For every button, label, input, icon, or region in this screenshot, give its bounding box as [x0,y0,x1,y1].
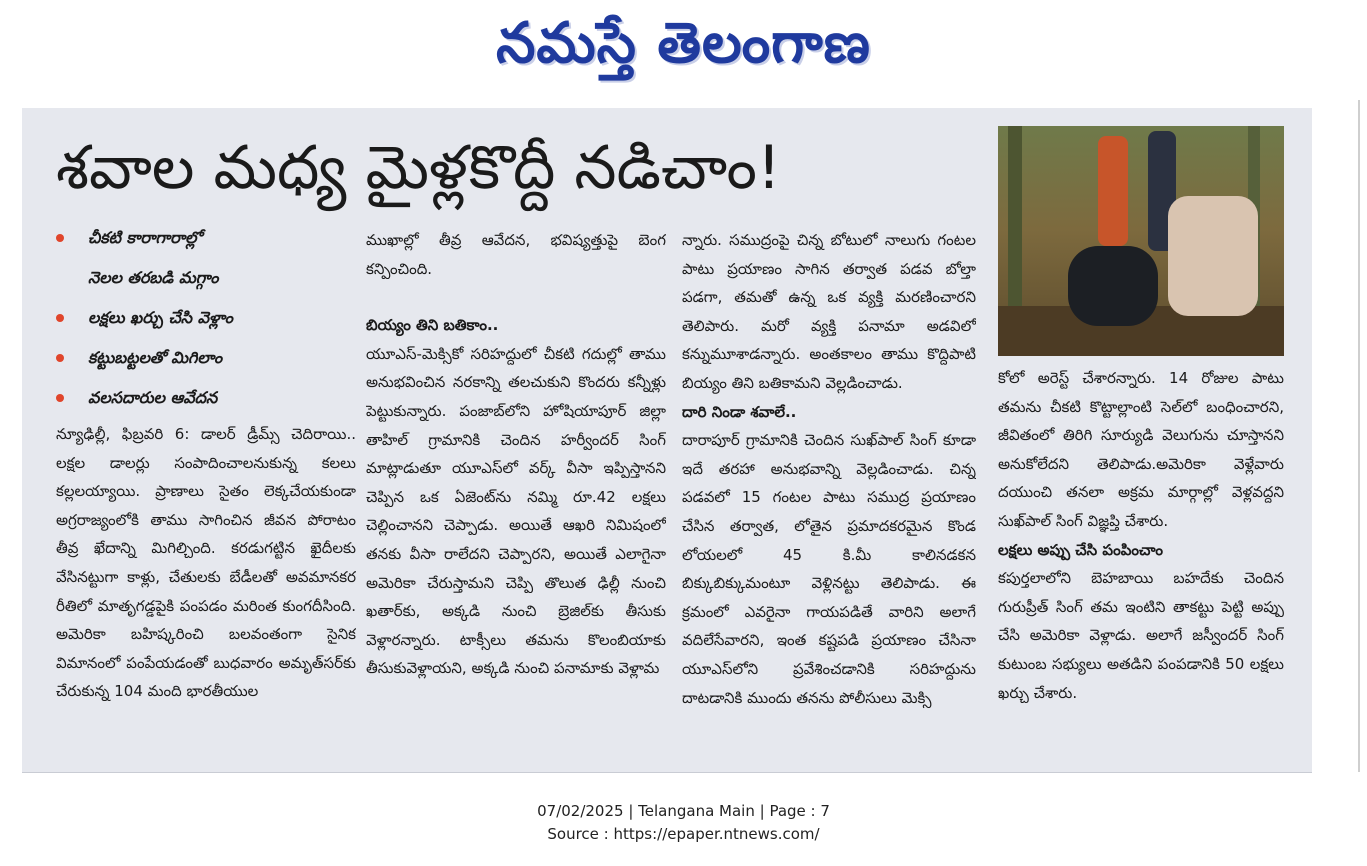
paragraph: న్నారు. సముద్రంపై చిన్న బోటులో నాలుగు గంటల పాటు ప్రయాణం సాగిన తర్వాత పడవ బోల్తా పడగా, తమతో ఉన్న ఒక వ్యక్తి మరణించారని తెలిపారు. మరో వ్యక్తి పనామా అడవిలో కన్నుమూశాడన్నారు. అంతకాలం తాము కొద్దిపాటి బియ్యం తిని బతికామని వెల్లడించాడు. [682,231,976,392]
article-column-3 [682,226,976,766]
paragraph: న్యూఢిల్లీ, ఫిబ్రవరి 6: డాలర్ డ్రీమ్స్ చెదిరాయి.. లక్షల డాలర్లు సంపాదించాలనుకున్న కలలు కల్లలయ్యాయి. ప్రాణాలు సైతం లెక్కచేయకుండా అగ్రరాజ్యంలోకి తాము సాగించిన జీవన పోరాటం తీవ్ర ఖేదాన్ని మిగిల్చింది. కరడుగట్టిన ఖైదీలకు వేసినట్టుగా కాళ్లు, చేతులకు బేడీలతో అవమానకర రీతిలో మాతృగడ్డపైకి పంపడం మరింత కుంగదీసింది. అమెరికా బహిష్కరించి బలవంతంగా సైనిక విమానంలో పంపేయడంతో బుధవారం అమృత్‌సర్‌కు చేరుకున్న 104 మంది భారతీయుల [56,425,356,701]
article-headline: శవాల మధ్య మైళ్లకొద్దీ నడిచాం! [56,133,781,203]
article-column-2 [366,226,666,766]
paragraph: ముఖాల్లో తీవ్ర ఆవేదన, భవిష్యత్తుపై బెంగ కన్పించింది. [366,231,666,278]
edition-info: 07/02/2025 | Telangana Main | Page : 7 [537,802,830,820]
highlight-item: లక్షలు ఖర్చు చేసి వెళ్లాం [52,298,352,338]
page-footer [0,800,1367,846]
highlight-item: కట్టుబట్టలతో మిగిలాం [52,338,352,378]
article-clip [22,108,1312,772]
highlights-list [52,218,352,418]
subheading: లక్షలు అప్పు చేసి పంపించాం [998,540,1163,559]
page-divider [1358,100,1360,772]
article-photo [998,126,1284,356]
highlight-item: చీకటి కారాగారాల్లో [52,218,352,258]
subheading: దారి నిండా శవాలే.. [682,402,797,421]
paragraph: దారాపూర్ గ్రామానికి చెందిన సుఖ్‌పాల్ సింగ్ కూడా ఇదే తరహా అనుభవాన్ని వెల్లడించాడు. చిన్న పడవలో 15 గంటల పాటు సముద్ర ప్రయాణం చేసిన తర్వాత, లోతైన ప్రమాదకరమైన కొండ లోయలలో 45 కి.మీ కాలినడకన బిక్కుబిక్కుమంటూ వెళ్లినట్టు తెలిపాడు. ఈ క్రమంలో ఎవరైనా గాయపడితే వారిని అలాగే వదిలేసేవారని, ఇంత కష్టపడి ప్రయాణం చేసినా యూఎస్‌లోని ప్రవేశించడానికి సరిహద్దును దాటడానికి ముందు తనను పోలీసులు మెక్సి [682,431,976,707]
bullet-dot-icon [56,394,64,402]
paragraph: కోలో అరెస్ట్ చేశారన్నారు. 14 రోజుల పాటు తమను చీకటి కొట్టాల్లాంటి సెల్‌లో బంధించారని, జీవితంలో తిరిగి సూర్యుడి వెలుగును చూస్తానని అనుకోలేదని తెలిపాడు.అమెరికా వెళ్లేవారు దయుంచి తనలా అక్రమ మార్గాల్లో వెళ్లవద్దని సుఖ్‌పాల్ సింగ్ విజ్ఞప్తి చేశారు. [998,369,1284,530]
article-column-1 [56,420,356,765]
source-link[interactable]: Source : https://epaper.ntnews.com/ [547,825,820,843]
bullet-dot-icon [56,354,64,362]
subheading: బియ్యం తిని బతికాం.. [366,316,499,335]
highlight-item: నెలల తరబడి మగ్గాం [88,268,219,287]
highlight-item: వలసదారుల ఆవేదన [52,378,352,418]
paragraph: కపుర్తలాలోని బెహబాయి బహదేకు చెందిన గురుప్రీత్ సింగ్ తమ ఇంటిని తాకట్టు పెట్టి అప్పు చేసి అమెరికా వెళ్లాడు. అలాగే జస్వీందర్ సింగ్ కుటుంబ సభ్యులు అతడిని పంపడానికి 50 లక్షలు ఖర్చు చేశారు. [998,569,1284,702]
article-column-4 [998,364,1284,764]
newspaper-logo: నమస్తే తెలంగాణ [496,10,871,76]
masthead [0,0,1367,100]
bullet-dot-icon [56,314,64,322]
bullet-dot-icon [56,234,64,242]
paragraph: యూఎస్-మెక్సికో సరిహద్దులో చీకటి గదుల్లో తాము అనుభవించిన నరకాన్ని తలచుకుని కొందరు కన్నీళ్లు పెట్టుకున్నారు. పంజాబ్‌లోని హోషియాపూర్ జిల్లా తాహిల్ గ్రామానికి చెందిన హర్వీందర్ సింగ్ మాట్లాడుతూ యూఎస్‌లో వర్క్ వీసా ఇప్పిస్తానని చెప్పిన ఒక ఏజెంట్‌ను నమ్మి రూ.42 లక్షలు చెల్లించానని చెప్పాడు. అయితే ఆఖరి నిమిషంలో తనకు వీసా రాలేదని చెప్పారని, అయితే ఎలాగైనా అమెరికా చేరుస్తామని చెప్పి తొలుత ఢిల్లీ నుంచి ఖతార్‌కు, అక్కడి నుంచి బ్రెజిల్‌కు తీసుకు వెళ్లారన్నారు. టాక్సీలు తమను కొలంబియాకు తీసుకువెళ్లాయని, అక్కడి నుంచి పనామాకు వెళ్లామ [366,344,666,678]
